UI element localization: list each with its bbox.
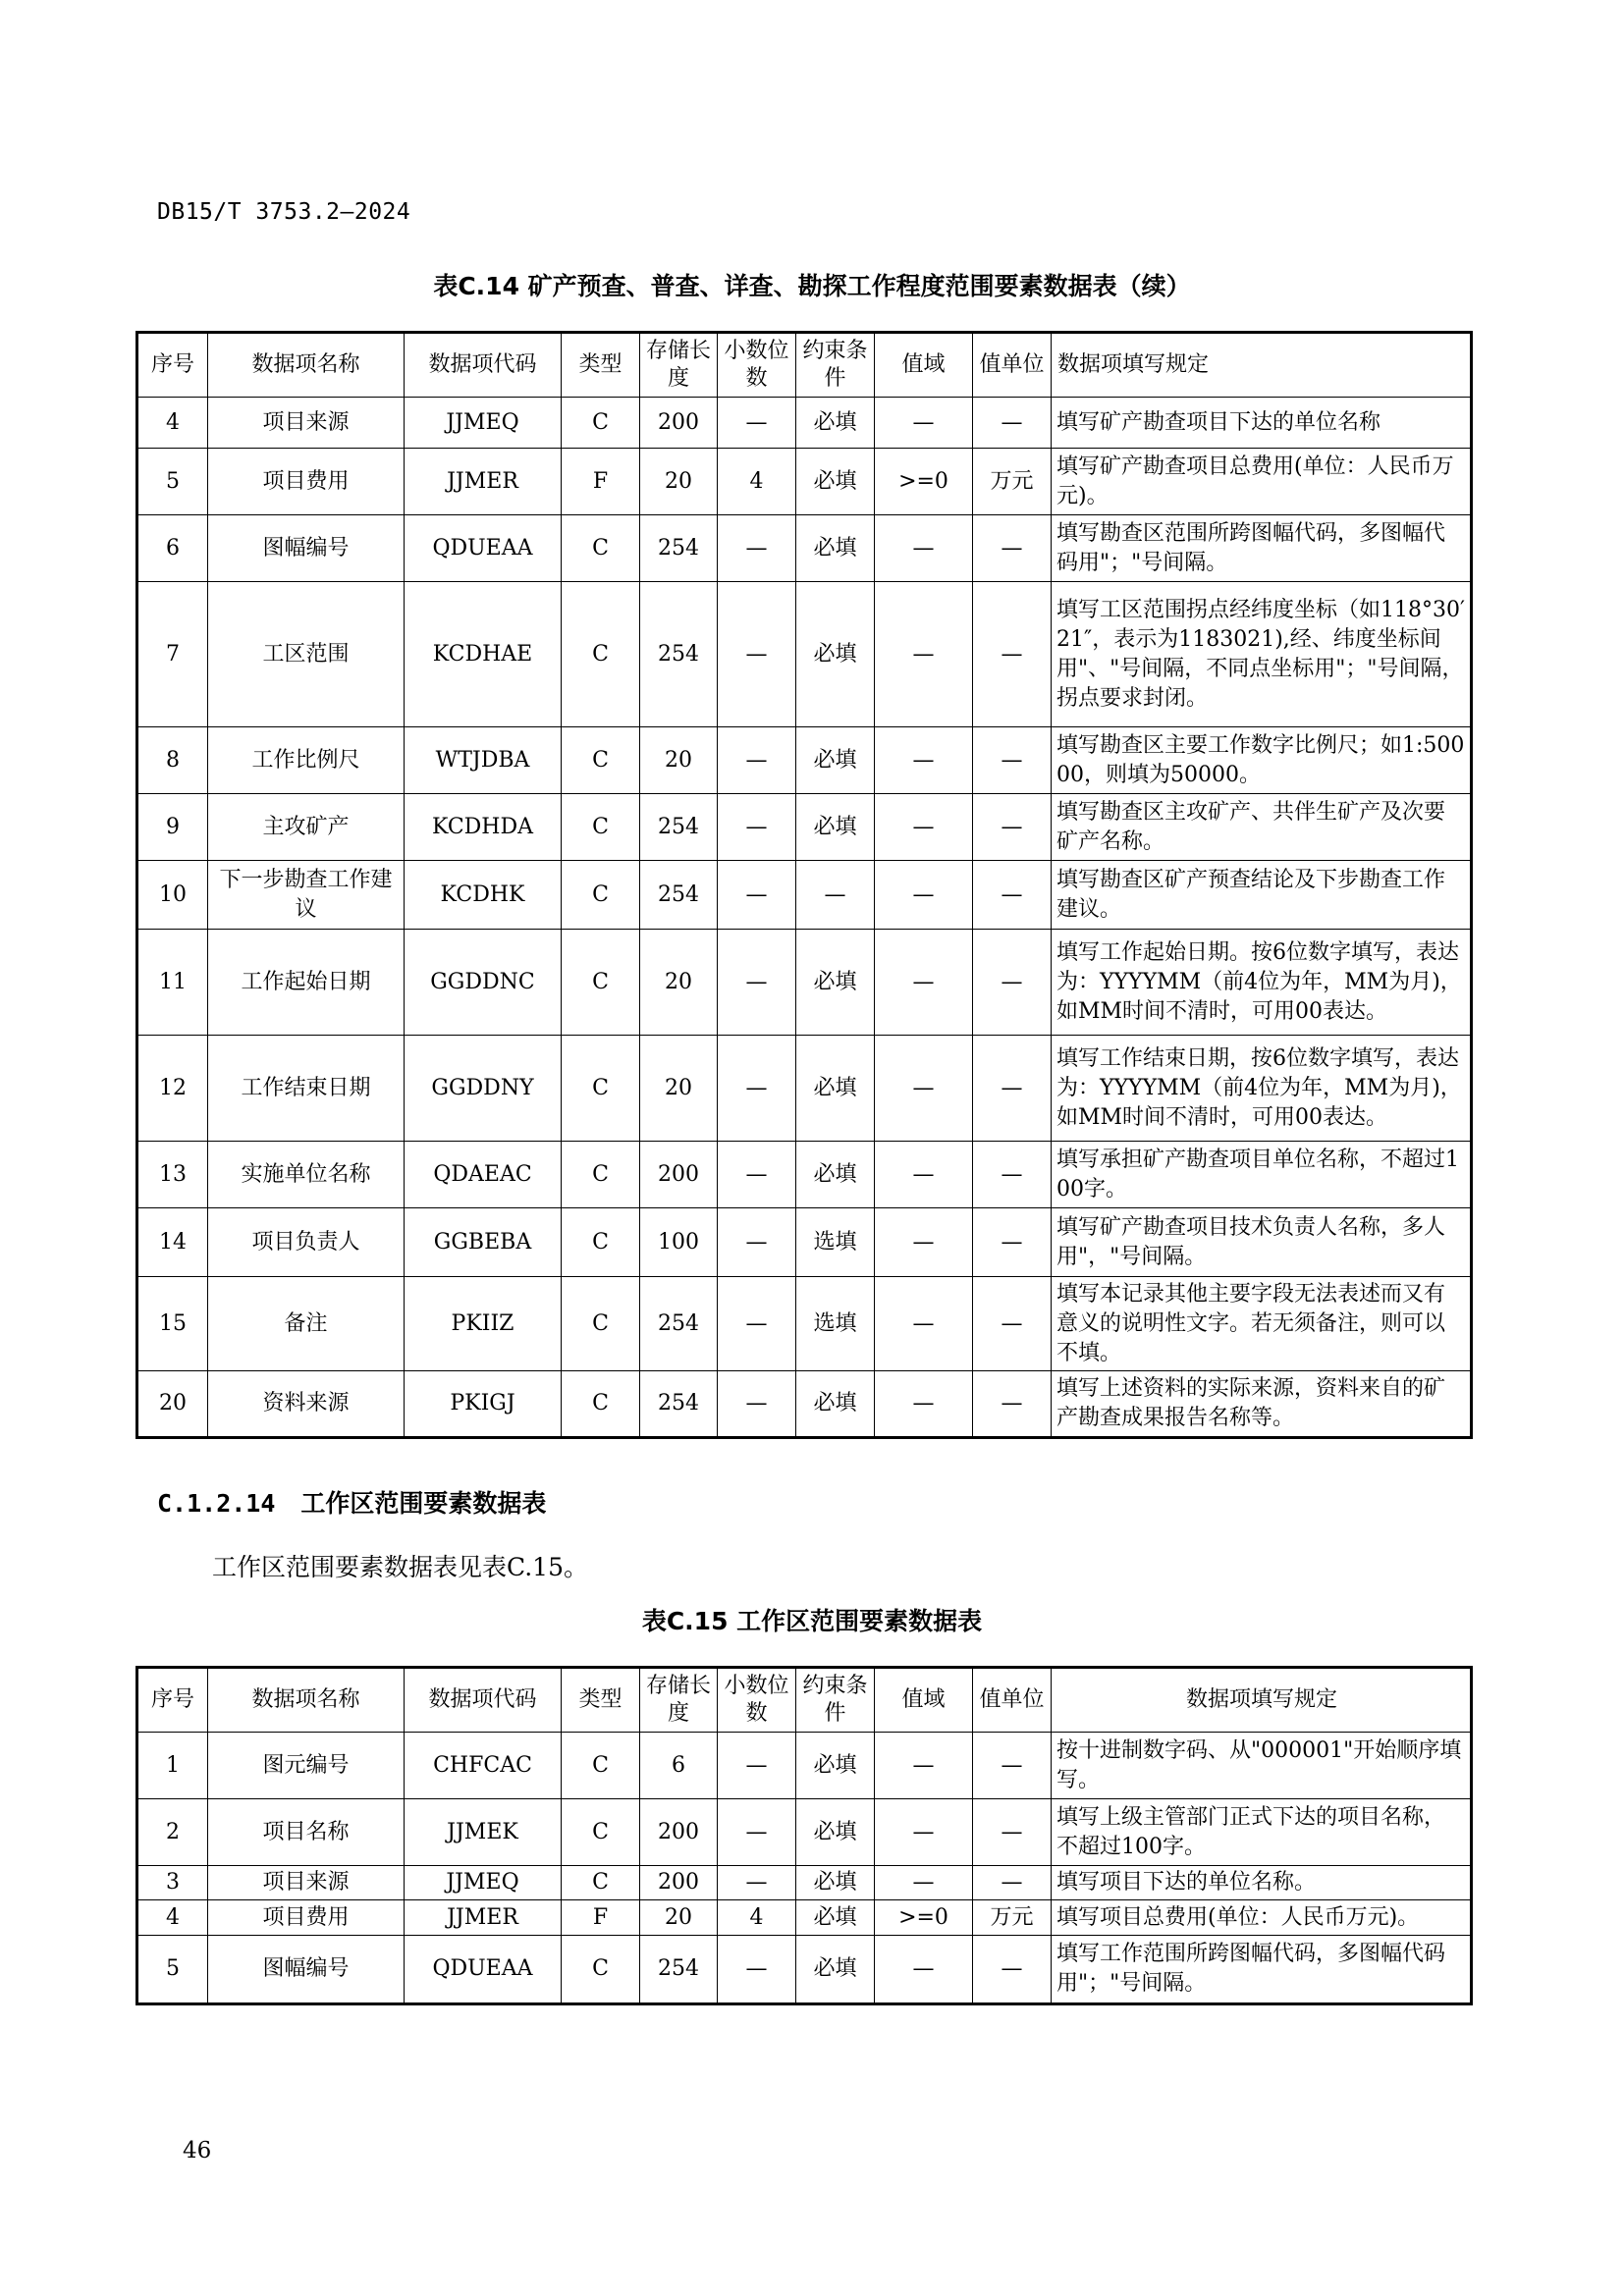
table-cell: 必填 <box>796 1733 875 1799</box>
table-cell: C <box>562 861 640 930</box>
table-row <box>137 727 1472 794</box>
table-cell: 100 <box>640 1208 718 1277</box>
table-cell: — <box>875 930 973 1036</box>
table-row <box>137 1277 1472 1371</box>
table-cell: F <box>562 449 640 515</box>
table-cell: 必填 <box>796 1936 875 2004</box>
table-header-row <box>137 1668 1472 1733</box>
table-cell: 图幅编号 <box>208 515 405 582</box>
fill-rule-cell: 填写上级主管部门正式下达的项目名称，不超过100字。 <box>1052 1799 1472 1866</box>
section-title: 工作区范围要素数据表 <box>300 1489 547 1518</box>
table-cell: 项目名称 <box>208 1799 405 1866</box>
table-cell: — <box>973 1277 1052 1371</box>
table-cell: 5 <box>137 449 208 515</box>
table-c15-title: 表C.15 工作区范围要素数据表 <box>641 1607 983 1635</box>
table-cell: — <box>875 1866 973 1900</box>
table-cell: 项目费用 <box>208 1900 405 1936</box>
table-cell: 项目来源 <box>208 1866 405 1900</box>
table-cell: 资料来源 <box>208 1371 405 1438</box>
table-cell: — <box>875 398 973 449</box>
table-c14-body <box>137 398 1472 1438</box>
table-c14-title: 表C.14 矿产预查、普查、详查、勘探工作程度范围要素数据表（续） <box>433 272 1191 300</box>
table-cell: 7 <box>137 582 208 727</box>
fill-rule-cell: 填写勘查区主攻矿产、共伴生矿产及次要矿产名称。 <box>1052 794 1472 861</box>
table-cell: CHFCAC <box>405 1733 562 1799</box>
fill-rule-cell: 填写项目下达的单位名称。 <box>1052 1866 1472 1900</box>
table-cell: 工作结束日期 <box>208 1036 405 1142</box>
table-cell: 10 <box>137 861 208 930</box>
table-cell: — <box>973 1866 1052 1900</box>
fill-rule-cell: 按十进制数字码、从"000001"开始顺序填写。 <box>1052 1733 1472 1799</box>
table-cell: QDUEAA <box>405 1936 562 2004</box>
fill-rule-cell: 填写工作结束日期，按6位数字填写，表达为：YYYYMM（前4位为年，MM为月)，如MM时间不清时，可用00表达。 <box>1052 1036 1472 1142</box>
table-cell: 3 <box>137 1866 208 1900</box>
table-cell: — <box>875 1799 973 1866</box>
column-header: 类型 <box>562 1668 640 1733</box>
table-cell: 选填 <box>796 1208 875 1277</box>
table-cell: — <box>718 582 796 727</box>
table-cell: C <box>562 1142 640 1208</box>
table-cell: 万元 <box>973 449 1052 515</box>
table-cell: — <box>875 1277 973 1371</box>
table-cell: C <box>562 1799 640 1866</box>
table-cell: — <box>718 1799 796 1866</box>
table-cell: — <box>718 1936 796 2004</box>
table-cell: — <box>973 515 1052 582</box>
table-cell: 6 <box>137 515 208 582</box>
table-cell: — <box>718 1371 796 1438</box>
table-cell: — <box>973 930 1052 1036</box>
table-cell: — <box>973 1142 1052 1208</box>
fill-rule-cell: 填写项目总费用(单位：人民币万元)。 <box>1052 1900 1472 1936</box>
table-cell: — <box>875 582 973 727</box>
table-cell: 11 <box>137 930 208 1036</box>
column-header: 数据项填写规定 <box>1052 333 1472 398</box>
column-header: 序号 <box>137 1668 208 1733</box>
table-cell: C <box>562 1277 640 1371</box>
table-cell: — <box>973 1936 1052 2004</box>
table-c15-body <box>137 1733 1472 2004</box>
table-cell: 20 <box>137 1371 208 1438</box>
table-cell: — <box>718 794 796 861</box>
table-cell: 必填 <box>796 515 875 582</box>
table-cell: — <box>718 1036 796 1142</box>
table-cell: PKIIZ <box>405 1277 562 1371</box>
table-cell: 主攻矿产 <box>208 794 405 861</box>
column-header: 约束条件 <box>796 333 875 398</box>
fill-rule-cell: 填写勘查区矿产预查结论及下步勘查工作建议。 <box>1052 861 1472 930</box>
table-cell: — <box>875 861 973 930</box>
table-row <box>137 398 1472 449</box>
table-cell: 下一步勘查工作建议 <box>208 861 405 930</box>
table-cell: — <box>875 1936 973 2004</box>
table-row <box>137 1733 1472 1799</box>
table-cell: — <box>973 582 1052 727</box>
column-header: 序号 <box>137 333 208 398</box>
table-cell: C <box>562 794 640 861</box>
table-cell: — <box>718 861 796 930</box>
table-cell: 200 <box>640 1866 718 1900</box>
table-cell: C <box>562 1371 640 1438</box>
table-cell: 项目来源 <box>208 398 405 449</box>
table-cell: — <box>875 1371 973 1438</box>
table-cell: 20 <box>640 1900 718 1936</box>
table-cell: KCDHK <box>405 861 562 930</box>
fill-rule-cell: 填写工作范围所跨图幅代码，多图幅代码用"；"号间隔。 <box>1052 1936 1472 2004</box>
table-cell: C <box>562 1036 640 1142</box>
column-header: 数据项名称 <box>208 1668 405 1733</box>
table-cell: 必填 <box>796 1866 875 1900</box>
table-cell: — <box>875 1036 973 1142</box>
column-header: 小数位数 <box>718 1668 796 1733</box>
table-cell: — <box>718 1277 796 1371</box>
table-cell: 必填 <box>796 794 875 861</box>
table-cell: KCDHDA <box>405 794 562 861</box>
table-cell: — <box>973 794 1052 861</box>
table-cell: 4 <box>718 449 796 515</box>
column-header: 数据项代码 <box>405 1668 562 1733</box>
column-header: 存储长度 <box>640 333 718 398</box>
table-cell: 图幅编号 <box>208 1936 405 2004</box>
table-cell: — <box>973 727 1052 794</box>
table-cell: 254 <box>640 861 718 930</box>
table-cell: 必填 <box>796 582 875 727</box>
table-cell: >=0 <box>875 449 973 515</box>
table-cell: 必填 <box>796 1799 875 1866</box>
table-cell: JJMER <box>405 449 562 515</box>
fill-rule-cell: 填写本记录其他主要字段无法表述而又有意义的说明性文字。若无须备注，则可以不填。 <box>1052 1277 1472 1371</box>
table-cell: C <box>562 1936 640 2004</box>
table-row <box>137 1208 1472 1277</box>
column-header: 约束条件 <box>796 1668 875 1733</box>
table-cell: 必填 <box>796 727 875 794</box>
table-cell: — <box>875 1142 973 1208</box>
document-code: DB15/T 3753.2—2024 <box>157 199 411 225</box>
table-cell: C <box>562 1208 640 1277</box>
table-cell: — <box>718 930 796 1036</box>
table-cell: 必填 <box>796 1371 875 1438</box>
table-cell: 12 <box>137 1036 208 1142</box>
table-cell: C <box>562 582 640 727</box>
table-row <box>137 1866 1472 1900</box>
table-cell: — <box>796 861 875 930</box>
column-header: 数据项名称 <box>208 333 405 398</box>
table-cell: 200 <box>640 1142 718 1208</box>
table-row <box>137 1371 1472 1438</box>
fill-rule-cell: 填写矿产勘查项目总费用(单位：人民币万元)。 <box>1052 449 1472 515</box>
table-cell: C <box>562 1733 640 1799</box>
table-cell: 实施单位名称 <box>208 1142 405 1208</box>
table-cell: — <box>973 398 1052 449</box>
table-cell: 5 <box>137 1936 208 2004</box>
table-cell: 必填 <box>796 930 875 1036</box>
table-cell: 20 <box>640 930 718 1036</box>
table-cell: 必填 <box>796 1900 875 1936</box>
column-header: 存储长度 <box>640 1668 718 1733</box>
table-cell: 14 <box>137 1208 208 1277</box>
table-cell: — <box>718 1142 796 1208</box>
table-cell: 必填 <box>796 449 875 515</box>
table-cell: QDUEAA <box>405 515 562 582</box>
table-cell: >=0 <box>875 1900 973 1936</box>
table-cell: 20 <box>640 727 718 794</box>
table-cell: 必填 <box>796 1036 875 1142</box>
column-header: 值域 <box>875 1668 973 1733</box>
table-cell: — <box>875 727 973 794</box>
table-cell: — <box>875 1733 973 1799</box>
table-cell: 工作比例尺 <box>208 727 405 794</box>
table-cell: 图元编号 <box>208 1733 405 1799</box>
table-cell: KCDHAE <box>405 582 562 727</box>
table-cell: JJMEQ <box>405 1866 562 1900</box>
table-row <box>137 582 1472 727</box>
fill-rule-cell: 填写工区范围拐点经纬度坐标（如118°30′21″，表示为1183021),经、纬度坐标间用"、"号间隔，不同点坐标用"；"号间隔，拐点要求封闭。 <box>1052 582 1472 727</box>
table-cell: — <box>973 1733 1052 1799</box>
table-cell: 2 <box>137 1799 208 1866</box>
table-row <box>137 1799 1472 1866</box>
fill-rule-cell: 填写矿产勘查项目下达的单位名称 <box>1052 398 1472 449</box>
table-cell: C <box>562 727 640 794</box>
table-cell: — <box>973 861 1052 930</box>
table-c15 <box>135 1666 1473 2005</box>
table-row <box>137 794 1472 861</box>
table-cell: GGDDNY <box>405 1036 562 1142</box>
table-cell: 20 <box>640 449 718 515</box>
table-cell: 项目费用 <box>208 449 405 515</box>
table-cell: PKIGJ <box>405 1371 562 1438</box>
table-cell: C <box>562 1866 640 1900</box>
fill-rule-cell: 填写承担矿产勘查项目单位名称，不超过100字。 <box>1052 1142 1472 1208</box>
table-cell: — <box>973 1036 1052 1142</box>
table-cell: 4 <box>137 1900 208 1936</box>
table-cell: 254 <box>640 1277 718 1371</box>
table-cell: 项目负责人 <box>208 1208 405 1277</box>
table-cell: 备注 <box>208 1277 405 1371</box>
table-row <box>137 515 1472 582</box>
table-cell: 200 <box>640 1799 718 1866</box>
section-heading <box>157 1484 546 1520</box>
table-cell: 9 <box>137 794 208 861</box>
table-cell: 254 <box>640 794 718 861</box>
table-row <box>137 1142 1472 1208</box>
table-cell: JJMEK <box>405 1799 562 1866</box>
table-cell: 4 <box>718 1900 796 1936</box>
table-cell: — <box>875 515 973 582</box>
table-row <box>137 449 1472 515</box>
table-row <box>137 861 1472 930</box>
table-cell: — <box>973 1208 1052 1277</box>
column-header: 值单位 <box>973 333 1052 398</box>
table-cell: C <box>562 515 640 582</box>
table-cell: — <box>973 1799 1052 1866</box>
table-cell: — <box>973 1371 1052 1438</box>
table-cell: JJMER <box>405 1900 562 1936</box>
table-cell: 254 <box>640 1936 718 2004</box>
table-cell: 1 <box>137 1733 208 1799</box>
table-cell: 必填 <box>796 398 875 449</box>
fill-rule-cell: 填写勘查区主要工作数字比例尺；如1:50000，则填为50000。 <box>1052 727 1472 794</box>
table-cell: — <box>718 1733 796 1799</box>
table-cell: C <box>562 398 640 449</box>
table-cell: QDAEAC <box>405 1142 562 1208</box>
table-cell: 万元 <box>973 1900 1052 1936</box>
table-cell: 工区范围 <box>208 582 405 727</box>
table-cell: — <box>718 1208 796 1277</box>
table-cell: 工作起始日期 <box>208 930 405 1036</box>
table-cell: — <box>875 1208 973 1277</box>
table-header-row <box>137 333 1472 398</box>
table-cell: 200 <box>640 398 718 449</box>
table-cell: 6 <box>640 1733 718 1799</box>
fill-rule-cell: 填写上述资料的实际来源，资料来自的矿产勘查成果报告名称等。 <box>1052 1371 1472 1438</box>
column-header: 值域 <box>875 333 973 398</box>
fill-rule-cell: 填写工作起始日期。按6位数字填写，表达为：YYYYMM（前4位为年，MM为月)，如MM时间不清时，可用00表达。 <box>1052 930 1472 1036</box>
column-header: 类型 <box>562 333 640 398</box>
table-row <box>137 1936 1472 2004</box>
table-cell: — <box>718 398 796 449</box>
table-row <box>137 930 1472 1036</box>
section-paragraph: 工作区范围要素数据表见表C.15。 <box>212 1553 588 1581</box>
table-cell: 4 <box>137 398 208 449</box>
table-cell: 254 <box>640 515 718 582</box>
column-header: 数据项代码 <box>405 333 562 398</box>
table-cell: C <box>562 930 640 1036</box>
fill-rule-cell: 填写矿产勘查项目技术负责人名称，多人用"，"号间隔。 <box>1052 1208 1472 1277</box>
table-cell: 254 <box>640 582 718 727</box>
table-row <box>137 1900 1472 1936</box>
table-cell: GGBEBA <box>405 1208 562 1277</box>
page-number: 46 <box>183 2138 212 2163</box>
table-cell: JJMEQ <box>405 398 562 449</box>
table-cell: WTJDBA <box>405 727 562 794</box>
table-cell: 254 <box>640 1371 718 1438</box>
column-header: 值单位 <box>973 1668 1052 1733</box>
section-number: C.1.2.14 <box>157 1489 276 1518</box>
fill-rule-cell: 填写勘查区范围所跨图幅代码，多图幅代码用"；"号间隔。 <box>1052 515 1472 582</box>
table-row <box>137 1036 1472 1142</box>
table-cell: — <box>875 794 973 861</box>
table-cell: 必填 <box>796 1142 875 1208</box>
table-cell: 8 <box>137 727 208 794</box>
table-cell: 20 <box>640 1036 718 1142</box>
table-cell: 13 <box>137 1142 208 1208</box>
table-cell: — <box>718 515 796 582</box>
table-cell: F <box>562 1900 640 1936</box>
table-cell: — <box>718 727 796 794</box>
table-c14 <box>135 331 1473 1439</box>
column-header: 数据项填写规定 <box>1052 1668 1472 1733</box>
table-cell: — <box>718 1866 796 1900</box>
table-cell: GGDDNC <box>405 930 562 1036</box>
table-cell: 选填 <box>796 1277 875 1371</box>
table-cell: 15 <box>137 1277 208 1371</box>
column-header: 小数位数 <box>718 333 796 398</box>
